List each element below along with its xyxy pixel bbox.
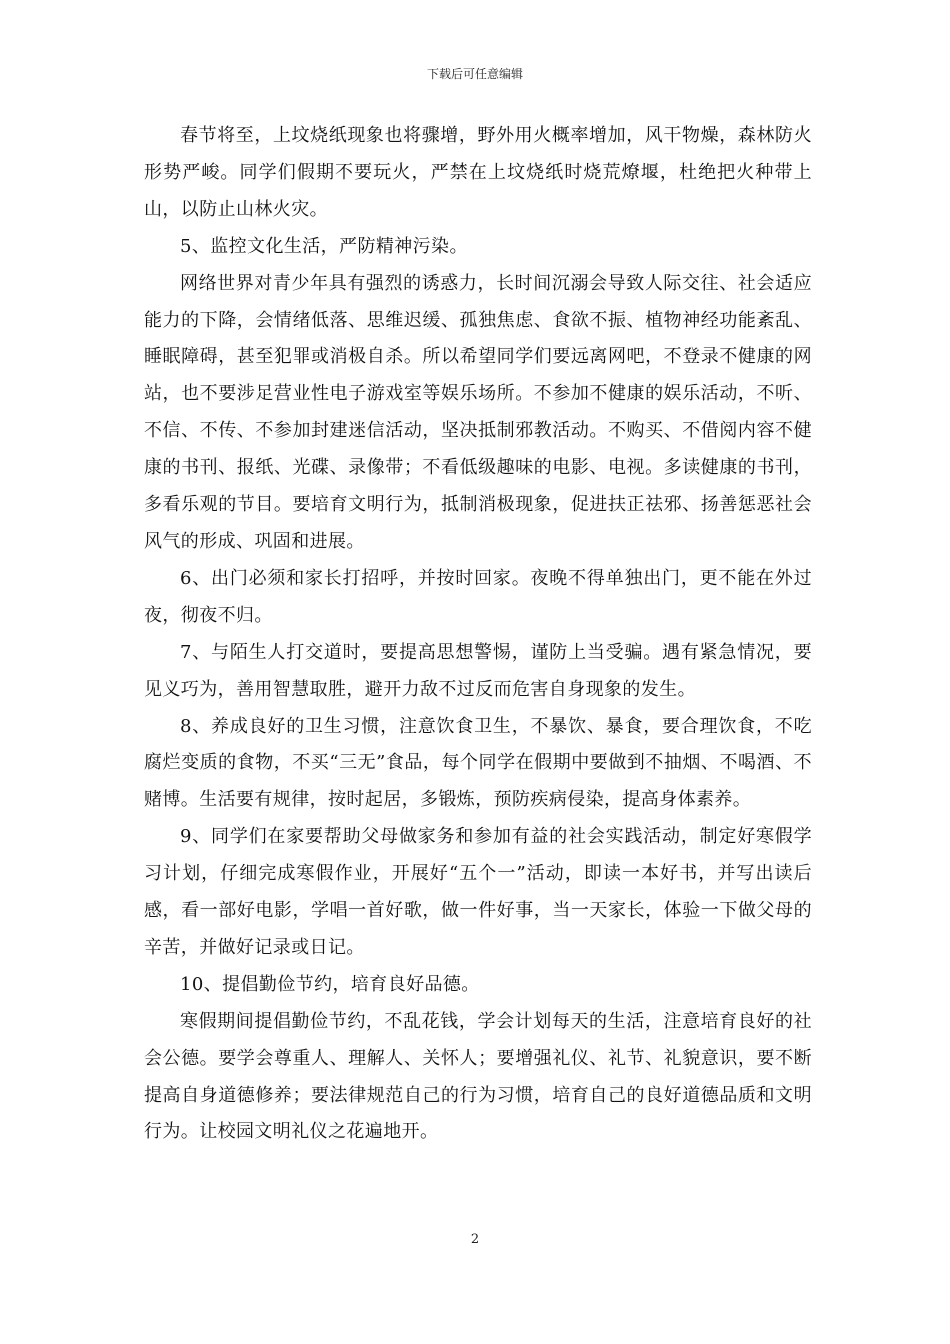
page-number: 2 xyxy=(470,1232,480,1247)
paragraph-thrift: 寒假期间提倡勤俭节约，不乱花钱，学会计划每天的生活，注意培育良好的社会公德。要学会尊重人、理解人、关怀人；要增强礼仪、礼节、礼貌意识，要不断提高自身道德修养；要法律规范自己的行为习惯，培育自己的良好道德品质和文明行为。让校园文明礼仪之花遍地开。 xyxy=(144,1010,812,1143)
paragraph-internet: 网络世界对青少年具有强烈的诱惑力，长时间沉溺会导致人际交往、社会适应能力的下降，会情绪低落、思维迟缓、孤独焦虑、食欲不振、植物神经功能紊乱、睡眠障碍，甚至犯罪或消极自杀。所以希望同学们要远离网吧，不登录不健康的网站，也不要涉足营业性电子游戏室等娱乐场所。不参加不健康的娱乐活动，不听、不信、不传、不参加封建迷信活动，坚决抵制邪教活动。不购买、不借阅内容不健康的书刊、报纸、光碟、录像带；不看低级趣味的电影、电视。多读健康的书刊，多看乐观的节目。要培育文明行为，抵制消极现象，促进扶正祛邪、扬善惩恶社会风气的形成、巩固和进展。 xyxy=(144,272,812,552)
heading-item-5: 5、监控文化生活，严防精神污染。 xyxy=(180,235,468,257)
paragraph-item-9: 9、同学们在家要帮助父母做家务和参加有益的社会实践活动，制定好寒假学习计划，仔细完成寒假作业，开展好“五个一”活动，即读一本好书，并写出读后感，看一部好电影，学唱一首好歌，做一件好事，当一天家长，体验一下做父母的辛苦，并做好记录或日记。 xyxy=(144,826,812,958)
page-header: 下载后可任意编辑 xyxy=(426,67,523,81)
heading-item-10: 10、提倡勤俭节约，培育良好品德。 xyxy=(180,973,480,995)
paragraph-item-6: 6、出门必须和家长打招呼，并按时回家。夜晚不得单独出门，更不能在外过夜，彻夜不归。 xyxy=(144,567,812,626)
document-body xyxy=(144,118,812,1151)
paragraph-fire-safety: 春节将至，上坟烧纸现象也将骤增，野外用火概率增加，风干物燥，森林防火形势严峻。同学们假期不要玩火，严禁在上坟烧纸时烧荒燎堰，杜绝把火种带上山，以防止山林火灾。 xyxy=(144,125,812,220)
paragraph-item-7: 7、与陌生人打交道时，要提高思想警惕，谨防上当受骗。遇有紧急情况，要见义巧为，善用智慧取胜，避开力敌不过反而危害自身现象的发生。 xyxy=(144,641,812,700)
paragraph-item-8: 8、养成良好的卫生习惯，注意饮食卫生，不暴饮、暴食，要合理饮食，不吃腐烂变质的食物，不买“三无”食品，每个同学在假期中要做到不抽烟、不喝酒、不赌博。生活要有规律，按时起居，多锻炼，预防疾病侵染，提高身体素养。 xyxy=(144,715,812,811)
